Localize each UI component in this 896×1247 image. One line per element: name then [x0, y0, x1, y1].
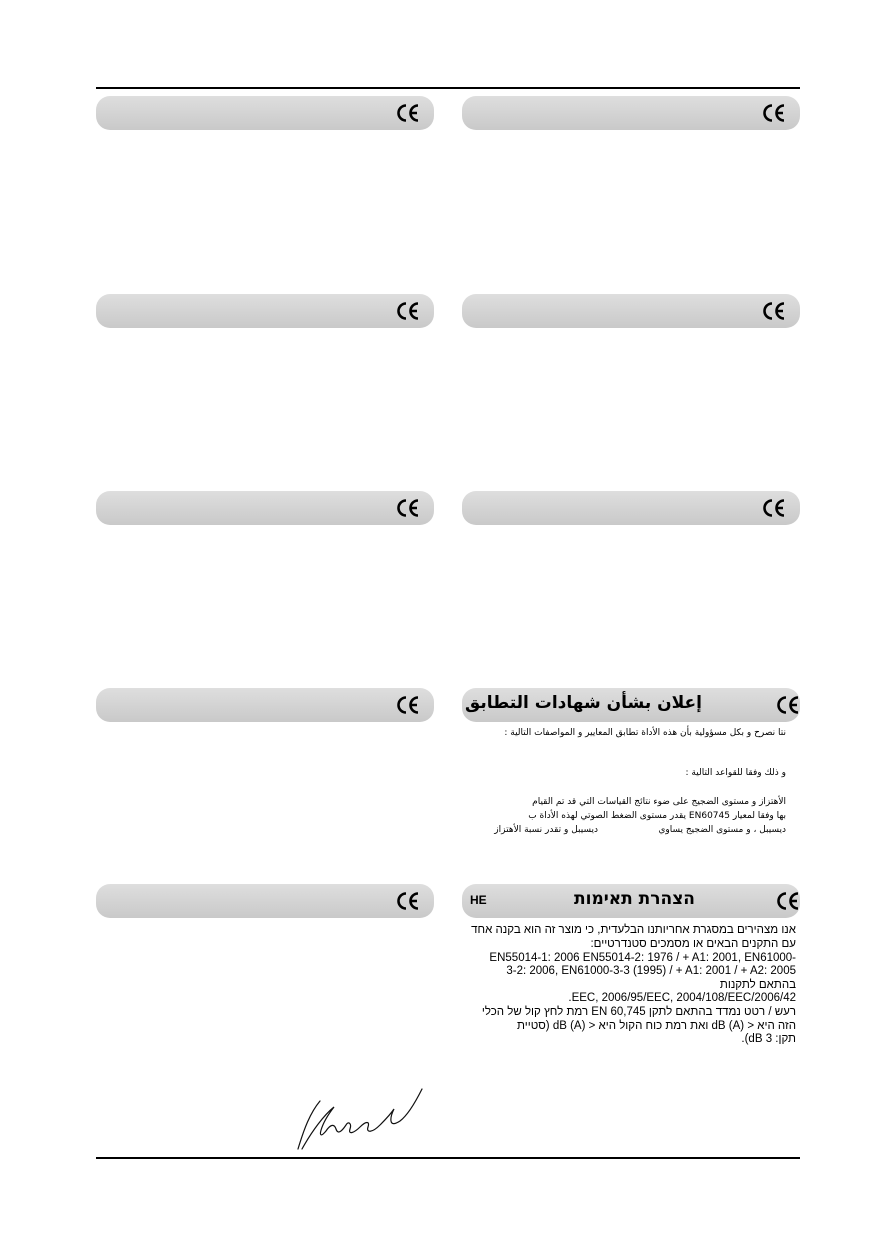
arabic-text-line: ديسيبل ، و مستوى الضجيج يساوي	[658, 825, 786, 835]
hebrew-text-line: 3-2: 2006, EN61000-3-3 (1995) / + A1: 2001 / + A2: 2005	[506, 965, 796, 977]
hebrew-text-line: הזה היא < dB (A) ואת רמת כוח הקול היא < dB (A) (סטיית	[517, 1020, 796, 1032]
ce-mark-icon	[396, 891, 420, 911]
section-header-bar	[462, 96, 800, 130]
ce-mark-icon	[396, 498, 420, 518]
arabic-text-line: نتا نصرح و بكل مسؤولية بأن هذه الأداة تطابق المعايير و المواصفات التالية :	[504, 728, 786, 738]
ce-mark-icon	[396, 103, 420, 123]
ce-mark-icon	[396, 301, 420, 321]
ce-mark-icon	[762, 103, 786, 123]
arabic-text-line: ديسيبل و تقدر نسبة الأهتزاز	[494, 825, 598, 835]
hebrew-text-line: EN55014-1: 2006 EN55014-2: 1976 / + A1: 2001, EN61000-	[489, 952, 796, 964]
hebrew-text-line: עם התקנים הבאים או מסמכים סטנדרטיים:	[590, 938, 796, 950]
language-code: HE	[470, 893, 487, 907]
section-header-bar	[96, 884, 434, 918]
section-header-bar	[96, 688, 434, 722]
hebrew-declaration-header	[462, 884, 800, 918]
section-header-bar	[462, 491, 800, 525]
section-header-bar	[96, 96, 434, 130]
hebrew-text-line: בהתאם לתקנות	[719, 979, 796, 991]
signature-image	[290, 1085, 430, 1155]
arabic-declaration-title: إعلان بشأن شهادات التطابق	[465, 693, 702, 713]
bottom-rule	[96, 1157, 800, 1159]
hebrew-text-line: רעש / רטט נמדד בהתאם לתקן EN 60,745 רמת לחץ קול של הכלי	[481, 1006, 796, 1018]
hebrew-text-line: .EEC, 2006/95/EEC, 2004/108/EEC/2006/42	[568, 992, 796, 1004]
hebrew-text-line: תקן: 3 dB).	[741, 1033, 796, 1045]
section-header-bar	[462, 294, 800, 328]
hebrew-text-line: אנו מצהירים במסגרת אחריותנו הבלעדית, כי מוצר זה הוא בקנה אחד	[471, 924, 796, 936]
arabic-text-line: الأهتزاز و مستوى الضجيج على ضوء نتائج القياسات التي قد تم القيام	[532, 797, 786, 807]
ce-mark-icon	[776, 891, 800, 911]
section-header-bar	[96, 294, 434, 328]
ce-mark-icon	[396, 695, 420, 715]
arabic-text-line: و ذلك وفقا للقواعد التالية :	[685, 768, 786, 778]
arabic-declaration-header	[462, 688, 800, 722]
top-rule	[96, 87, 800, 89]
section-header-bar	[96, 491, 434, 525]
ce-mark-icon	[762, 498, 786, 518]
ce-mark-icon	[762, 301, 786, 321]
ce-mark-icon	[776, 695, 800, 715]
hebrew-declaration-title: הצהרת תאימות	[574, 889, 695, 909]
arabic-text-line: بها وفقا لمعيار EN60745 يقدر مستوى الضغط الصوتي لهذه الأداة ب	[528, 811, 786, 821]
